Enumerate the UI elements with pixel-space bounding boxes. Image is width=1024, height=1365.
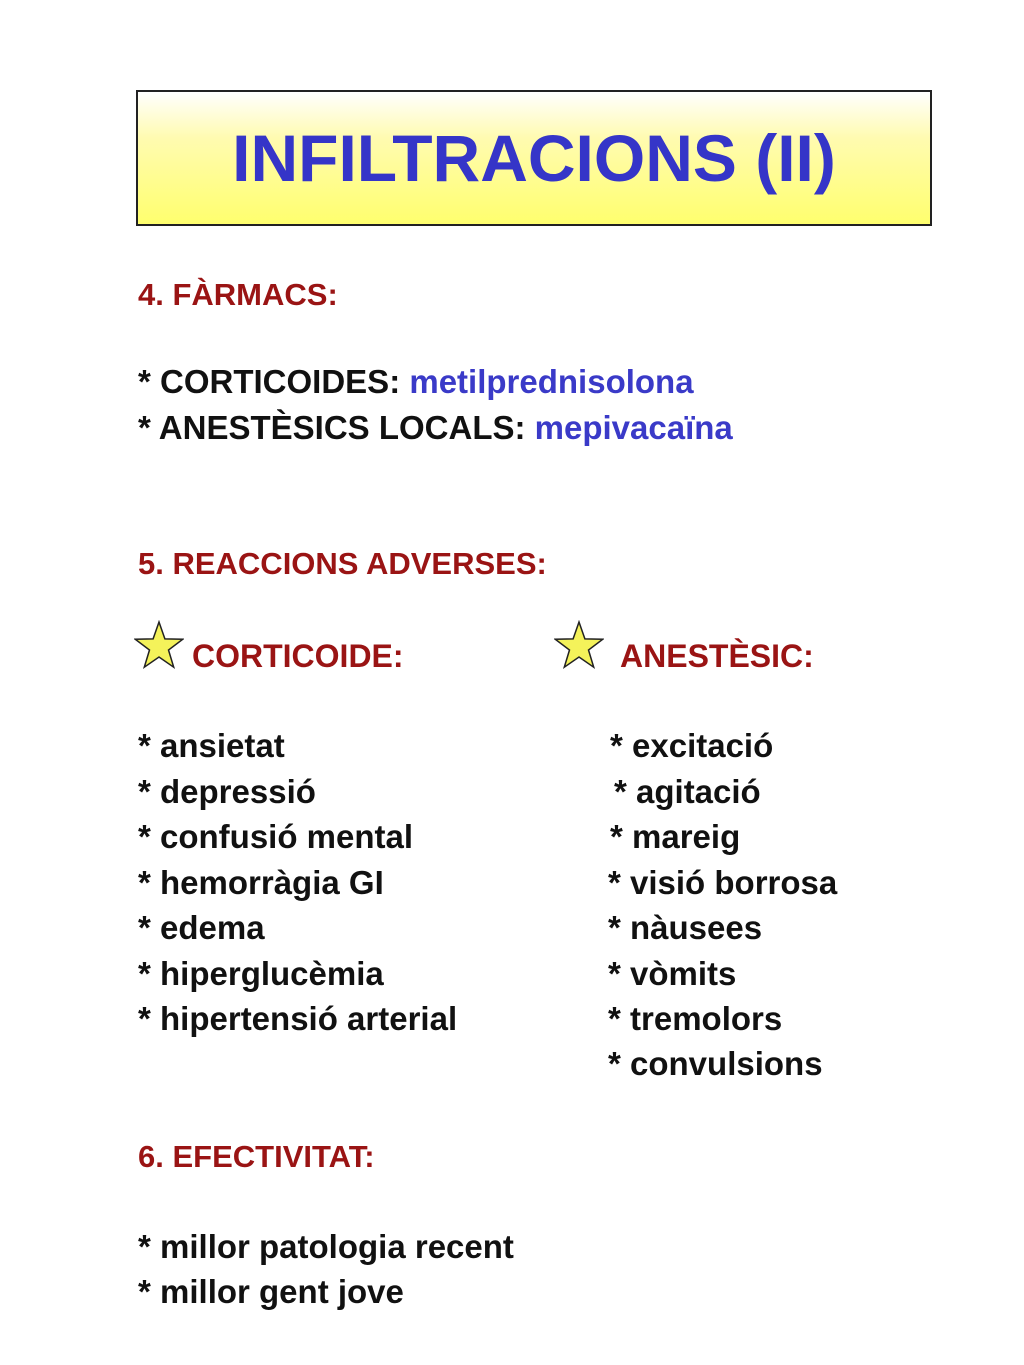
- drug-label: * ANESTÈSICS LOCALS:: [138, 409, 526, 446]
- list-item: * depressió: [138, 773, 316, 810]
- page-title: INFILTRACIONS (II): [232, 121, 836, 195]
- list-item: * confusió mental: [138, 818, 414, 855]
- list-item: * millor patologia recent: [138, 1228, 514, 1265]
- list-item: * hiperglucèmia: [138, 955, 384, 992]
- title-banner: [136, 90, 932, 226]
- list-item: * visió borrosa: [608, 864, 838, 901]
- corticoide-column-heading: CORTICOIDE:: [192, 638, 404, 674]
- list-item: * nàusees: [608, 909, 763, 946]
- star-icon: [134, 620, 184, 670]
- drug-value: metilprednisolona: [409, 363, 694, 400]
- star-icon: [554, 620, 604, 670]
- list-item: * vòmits: [608, 955, 737, 992]
- list-item: * convulsions: [608, 1045, 823, 1082]
- list-item: * hipertensió arterial: [138, 1000, 458, 1037]
- list-item: * mareig: [610, 818, 741, 855]
- list-item: * edema: [138, 909, 265, 946]
- section-4-heading: 4. FÀRMACS:: [138, 277, 338, 312]
- section-5-heading: 5. REACCIONS ADVERSES:: [138, 546, 547, 581]
- drug-value: mepivacaïna: [534, 409, 733, 446]
- list-item: * excitació: [610, 727, 774, 764]
- list-item: * hemorràgia GI: [138, 864, 384, 901]
- list-item: * tremolors: [608, 1000, 783, 1037]
- list-item: * agitació: [614, 773, 761, 810]
- list-item: * ansietat: [138, 727, 285, 764]
- anestesic-column-heading: ANESTÈSIC:: [620, 638, 814, 674]
- drug-row-anestesics: [138, 409, 733, 447]
- list-item: * millor gent jove: [138, 1273, 404, 1310]
- drug-row-corticoides: [138, 363, 694, 401]
- drug-label: * CORTICOIDES:: [138, 363, 401, 400]
- section-6-heading: 6. EFECTIVITAT:: [138, 1139, 375, 1174]
